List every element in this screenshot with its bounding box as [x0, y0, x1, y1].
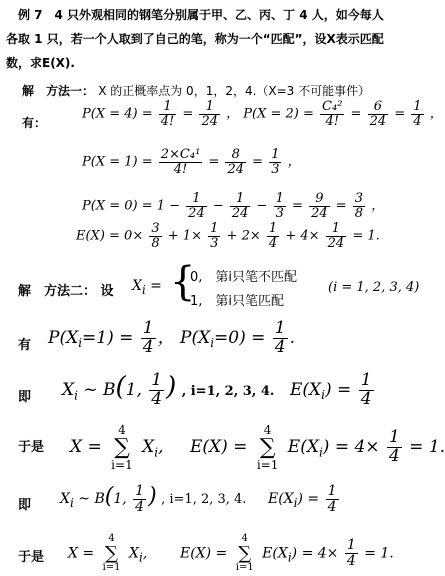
repeat-sum-sigma: 4 ∑ i=1 — [102, 533, 121, 573]
repeat-yushi: 于是 — [18, 550, 45, 565]
p4-sep: ， — [226, 106, 240, 122]
p2-frac-2 — [368, 100, 389, 128]
exi-den: 4 — [360, 388, 372, 409]
piecewise-case-1: 0, 第i只笔不匹配 — [190, 270, 298, 285]
repeat-sum-left: X = — [68, 545, 95, 562]
p0-a-num: 1 — [186, 192, 207, 207]
repeat-esum-right: E(X — [262, 545, 288, 562]
p0-c-den: 3 — [275, 205, 284, 221]
problem-line-3: 数，求E(X). — [6, 56, 75, 70]
p0-d-den: 24 — [311, 205, 328, 221]
p2-frac-1 — [320, 100, 344, 128]
p0-end: ， — [371, 198, 385, 214]
ex-frac-c — [267, 222, 279, 250]
ex-c-num: 1 — [268, 221, 278, 236]
esum-frac — [387, 429, 402, 466]
pa-den: 4 — [142, 336, 154, 357]
repeat-eq-esum: E(X) = 4 ∑ i=1 $E(X_i) = 4\times$ $\frac{1}{4}$ = 1. — [180, 533, 394, 573]
eq-pxi: $P(X_i=1)$ = $\frac{1}{4}$ ， $P(X_i=0)$ = $\frac{1}{4}$ . — [48, 318, 296, 357]
p0-e-den: 8 — [354, 205, 364, 221]
dist-num: 1 — [151, 370, 163, 391]
p1-f1-den: 4! — [173, 161, 188, 177]
esum-num: 1 — [388, 427, 400, 448]
p2-f3-num: 1 — [413, 99, 422, 114]
method2-xi-x: X — [132, 278, 142, 294]
repeat-exi-den: 4 — [327, 498, 337, 515]
ex-d-num: 1 — [326, 222, 347, 237]
p2-end: ， — [429, 106, 443, 122]
pb-left: P(X — [180, 327, 211, 348]
p1-f2-num: 8 — [225, 148, 246, 163]
dist-left: X — [62, 380, 75, 400]
dist-range: , i=1, 2, 3, 4. — [181, 384, 275, 399]
p1-end: ， — [287, 154, 301, 170]
pa-frac — [141, 320, 156, 357]
repeat-eq-sum: X = 4 ∑ i=1 $X_i$, — [68, 533, 148, 573]
repeat-dist-frac — [133, 484, 146, 514]
problem-line-1: 例 7 4 只外观相同的钢笔分别属于甲、乙、丙、丁 4 人，如今每人 — [18, 8, 384, 22]
pa-left: P(X — [48, 327, 79, 348]
dist-den: 4 — [151, 389, 163, 409]
p1-frac-3 — [269, 148, 281, 176]
ex-plus2: + 2× — [226, 228, 261, 244]
ex-d-den: 24 — [327, 235, 345, 251]
p4-frac-1 — [159, 100, 177, 128]
p2-f1-den: 4! — [325, 113, 339, 129]
esum-sigma: 4 ∑ i=1 — [256, 423, 279, 472]
p2-frac-3 — [411, 100, 423, 128]
p1-left: P(X = 1) = — [82, 154, 153, 170]
p0-left: P(X = 0) = 1 − — [82, 198, 181, 214]
eq-p1: P(X = 1) = $\frac{\text{2×C₄¹}}{4!}$ = $\frac{8}{24}$ = $\frac{1}{3}$ ， — [82, 147, 301, 177]
ex-frac-a — [149, 222, 161, 250]
esum-right: E(X — [287, 437, 319, 458]
method2-she: 设 — [100, 284, 114, 299]
piecewise-case-2: 1, 第i只笔匹配 — [190, 294, 285, 309]
pa-num: 1 — [142, 318, 154, 338]
p1-f1-num: 2×C₄¹ — [160, 147, 201, 162]
ex-plus3: + 4× — [285, 228, 320, 244]
sum-bot: i=1 — [111, 457, 133, 472]
pb-mid: =0) = — [214, 327, 266, 348]
repeat-esum-den: 4 — [346, 553, 356, 569]
pb-frac — [273, 320, 288, 357]
ex-c-den: 4 — [268, 235, 278, 251]
ex-plus1: + 1× — [167, 228, 202, 244]
method1-heading-text: 解 方法一： — [22, 84, 95, 98]
repeat-sum-bot: i=1 — [102, 561, 121, 573]
p4-eq: = — [182, 106, 194, 122]
exi-mid: ) = — [325, 379, 352, 400]
p1-frac-2 — [225, 148, 246, 176]
eq-ex — [76, 222, 380, 250]
p2-f2-num: 6 — [368, 100, 389, 115]
method2-heading — [18, 280, 114, 299]
repeat-sum-right: X — [129, 545, 139, 562]
eq-p4-p2: P(X = 4) = $\frac{1}{4!}$ = $\frac{1}{24}$ ， P(X = 2) = $\frac{\text{C₄²}}{4!}$ = $\frac{6}{24}$ = $\frac{1}{4}$ ， — [82, 99, 443, 129]
exi-frac — [359, 372, 374, 409]
ex-a-num: 3 — [151, 221, 160, 236]
pa-sep: ， — [157, 327, 175, 348]
ex-frac-b — [208, 222, 220, 250]
p0-e-num: 3 — [354, 191, 364, 206]
method2-yushi: 于是 — [18, 440, 45, 455]
repeat-dist-n: 1, — [113, 491, 127, 508]
problem-line-2: 各取 1 只，若一个人取到了自己的笔，称为一个“匹配”，设X表示匹配 — [6, 32, 384, 46]
method1-you: 有： — [22, 116, 47, 130]
p4-frac-2 — [199, 100, 220, 128]
p0-b-den: 24 — [231, 205, 249, 221]
ex-end: = 1. — [352, 228, 380, 244]
p0-frac-d — [309, 192, 330, 220]
repeat-esum-mid: ) = 4× — [291, 545, 339, 562]
p2-left: P(X = 2) = — [243, 106, 314, 122]
repeat-sum-top: 4 — [108, 533, 115, 544]
p0-frac-a — [186, 192, 207, 220]
p0-d-num: 9 — [309, 192, 330, 207]
pb-num: 1 — [274, 318, 286, 338]
repeat-dist-left: X — [60, 491, 70, 508]
p1-f3-num: 1 — [271, 147, 280, 162]
sum-right: X — [142, 437, 155, 458]
method2-xi-sub: i — [141, 282, 146, 297]
repeat-dist-den: 4 — [135, 498, 145, 515]
eq-esum: E(X) = 4 ∑ i=1 $E(X_i) = 4\times$ $\frac{1}{4}$ = 1. — [190, 423, 445, 472]
p0-c-num: 1 — [275, 191, 284, 206]
p4-f2-num: 1 — [199, 100, 220, 115]
repeat-ji: 即 — [18, 498, 32, 513]
repeat-exi-frac — [326, 484, 339, 514]
p1-f3-den: 3 — [271, 161, 280, 177]
p1-f2-den: 24 — [227, 161, 245, 177]
p4-f1-num: 1 — [159, 100, 177, 115]
ex-b-num: 1 — [210, 221, 219, 236]
repeat-dist-range: , i=1, 2, 3, 4. — [161, 492, 247, 508]
repeat-sum-end: , — [142, 545, 148, 562]
p0-frac-e — [353, 192, 365, 220]
pb-end: . — [289, 327, 296, 348]
p0-a-den: 24 — [188, 205, 205, 221]
sum-left: X = — [70, 437, 102, 458]
ex-left: E(X) = 0× — [76, 228, 144, 244]
pb-den: 4 — [274, 336, 286, 357]
sum-top: 4 — [118, 423, 126, 437]
sum-sigma: 4 ∑ i=1 — [111, 423, 133, 472]
method2-heading-text: 解 方法二： — [18, 284, 97, 299]
repeat-esum-num: 1 — [346, 537, 356, 554]
exi-left: E(X — [290, 379, 322, 400]
p2-f1-num: C₄² — [322, 99, 343, 114]
method2-xi: $X_i$ = — [132, 278, 162, 297]
esum-den: 4 — [388, 446, 400, 467]
repeat-eq-dist: $X_i$ ~ B(1, $\frac{1}{4}$ ) , i=1, 2, 3, 4. — [60, 483, 247, 515]
p4-left: P(X = 4) = — [82, 106, 153, 122]
eq-exi: $E(X_i)$ = $\frac{1}{4}$ — [290, 370, 372, 409]
repeat-exi-left: E(X — [268, 491, 294, 508]
method2-you: 有 — [18, 338, 32, 353]
sum-end: , — [158, 437, 164, 458]
method1-intro: X 的正概率点为 0，1，2，4.（X=3 不可能事件） — [98, 84, 371, 98]
piecewise-brace: { — [170, 259, 196, 305]
ex-b-den: 3 — [210, 235, 219, 251]
repeat-esum-sigma: 4 ∑ i=1 — [235, 533, 254, 573]
p0-b-num: 1 — [230, 192, 251, 207]
repeat-esum-end: = 1. — [364, 545, 394, 562]
ex-a-den: 8 — [151, 235, 160, 251]
eq-dist: $X_i$ ~ B(1, $\frac{1}{4}$ ) , i=1, 2, 3, 4. — [62, 370, 275, 409]
repeat-eq-exi: $E(X_i)$ = $\frac{1}{4}$ — [268, 483, 337, 515]
eq-sum: X = 4 ∑ i=1 $X_i$, — [70, 423, 164, 472]
dist-frac — [149, 372, 164, 409]
repeat-exi-mid: ) = — [297, 491, 320, 508]
repeat-esum-left: E(X) = — [180, 545, 228, 562]
repeat-dist-num: 1 — [135, 483, 145, 499]
p0-frac-c — [274, 192, 286, 220]
method2-range: (i = 1, 2, 3, 4) — [328, 280, 420, 295]
eq-p0: P(X = 0) = 1 − $\frac{1}{24}$ − $\frac{1}{24}$ − $\frac{1}{3}$ = $\frac{9}{24}$ = $\frac{3}{8}$ ， — [82, 191, 385, 221]
dist-mid: ~ B — [83, 380, 116, 400]
esum-left: E(X) = — [190, 437, 248, 458]
ex-frac-d — [326, 222, 347, 250]
method1-heading — [22, 82, 370, 99]
repeat-exi-num: 1 — [327, 483, 337, 499]
p4-f1-den: 4! — [160, 113, 175, 129]
p2-f3-den: 4 — [413, 113, 422, 129]
dist-n: 1, — [125, 380, 142, 400]
repeat-dist-mid: ~ B — [78, 491, 105, 508]
p2-f2-den: 24 — [369, 113, 387, 129]
esum-mid: ) = 4× — [322, 437, 380, 458]
p1-frac-1 — [159, 148, 203, 176]
p0-frac-b — [230, 192, 251, 220]
exi-num: 1 — [360, 370, 372, 390]
esum-end: = 1. — [409, 437, 445, 458]
p4-f2-den: 24 — [201, 113, 218, 129]
method2-ji: 即 — [18, 390, 32, 405]
repeat-esum-frac — [345, 538, 358, 568]
pa-mid: =1) = — [82, 327, 134, 348]
